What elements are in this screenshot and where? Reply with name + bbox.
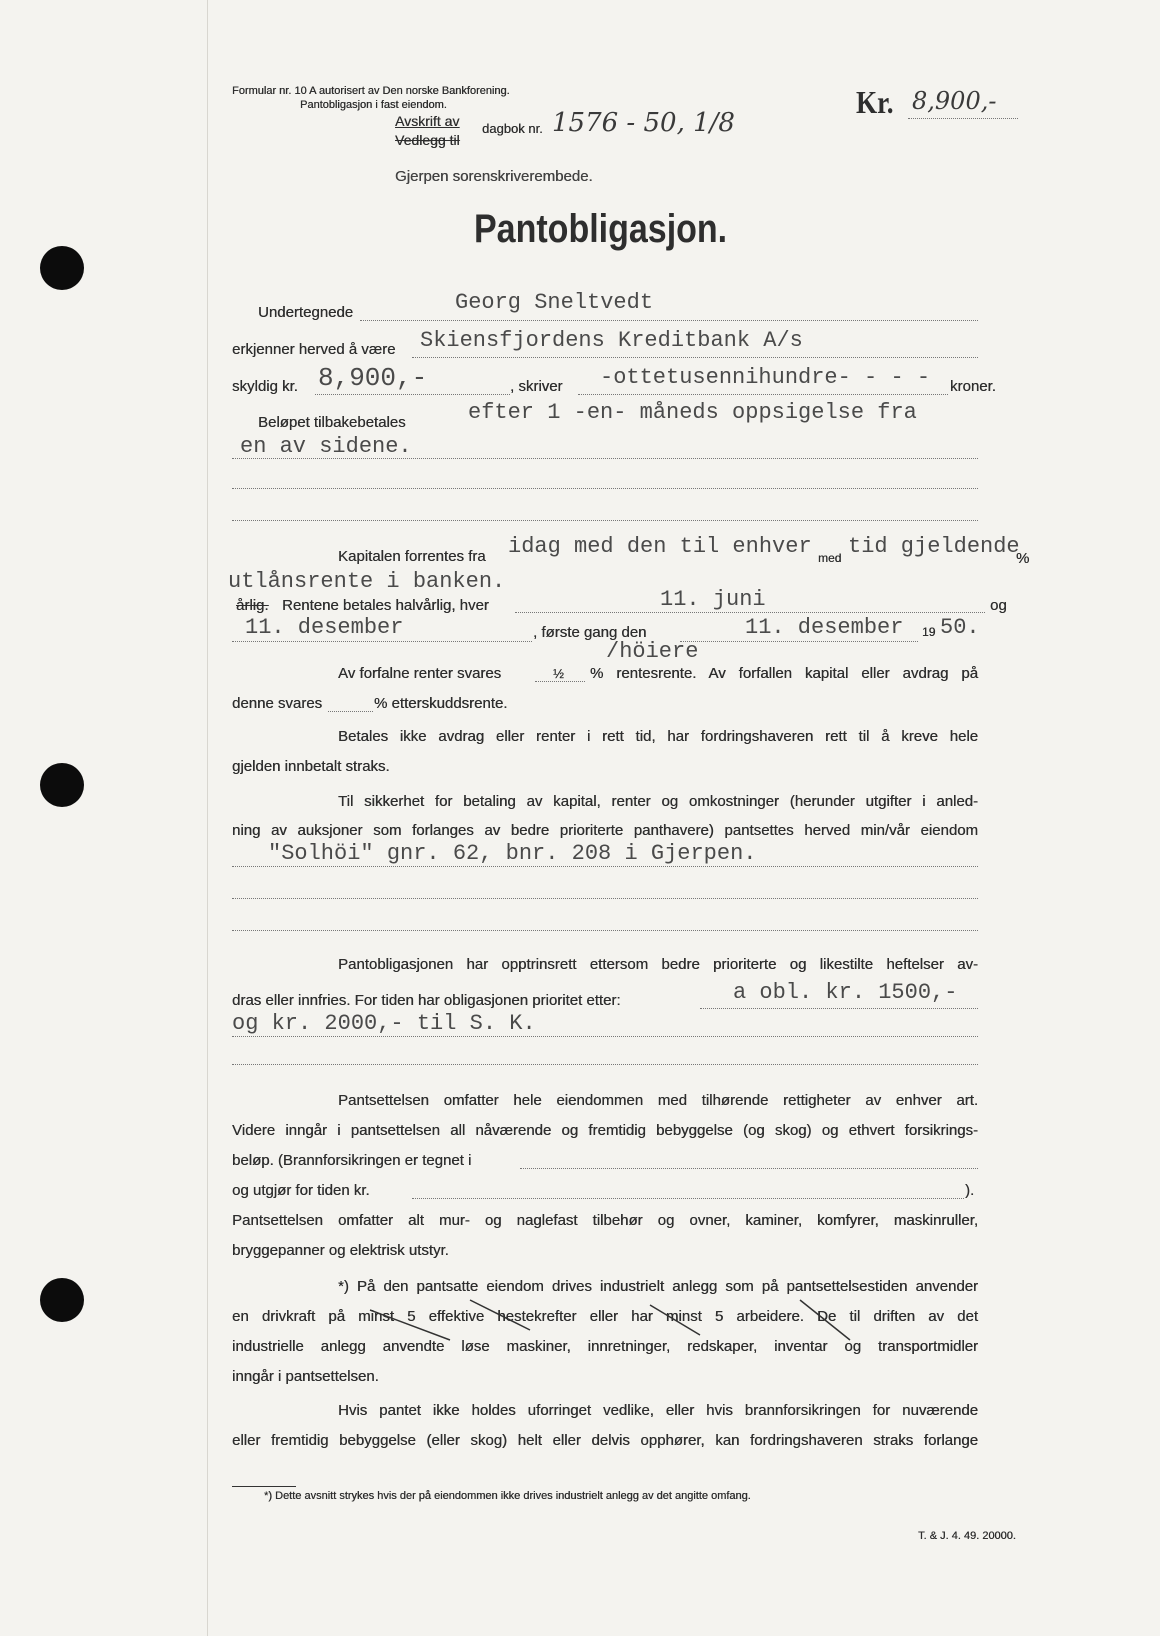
dotted-line xyxy=(360,320,978,321)
strike-marks xyxy=(330,1280,980,1350)
erkjenner-value: Skiensfjordens Kreditbank A/s xyxy=(420,328,803,353)
footnote-rule xyxy=(232,1486,296,1487)
paragraph-line: Pantsettelsen omfatter alt mur- og naglefast tilbehør og ovner, kaminer, komfyrer, maskinruller, xyxy=(232,1212,978,1229)
footnote: *) Dette avsnitt strykes hvis der på eiendommen ikke drives industrielt anlegg av det angitte omfang. xyxy=(264,1490,751,1502)
paragraph-line: gjelden innbetalt straks. xyxy=(232,758,390,775)
dotted-line xyxy=(232,520,978,521)
paragraph-line: Pantsettelsen omfatter hele eiendommen med tilhørende rettigheter av enhver art. xyxy=(338,1092,978,1109)
page-title: Pantobligasjon. xyxy=(474,207,728,251)
paragraph-line: Videre inngår i pantsettelsen all nåværende og fremtidig bebyggelse (og skog) og ethvert forsikrings- xyxy=(232,1122,978,1139)
tilbake-label: Beløpet tilbakebetales xyxy=(258,414,406,431)
dagbok-number: 1576 - 50, 1/8 xyxy=(552,108,735,138)
dotted-line xyxy=(908,118,1018,119)
paragraph-line: Hvis pantet ikke holdes uforringet vedlike, eller hvis brannforsikringen for nuværende xyxy=(338,1402,978,1419)
paragraph-line: og utgjør for tiden kr. xyxy=(232,1182,370,1199)
dotted-line xyxy=(315,394,510,395)
punch-hole xyxy=(40,246,84,290)
dotted-line xyxy=(520,1168,978,1169)
dotted-line xyxy=(232,458,978,459)
kr-amount: 8,900,- xyxy=(912,87,997,115)
paragraph-line: bryggepanner og elektrisk utstyr. xyxy=(232,1242,449,1259)
prioritet-value-2: og kr. 2000,- til S. K. xyxy=(232,1011,536,1036)
paragraph-line: Pantobligasjonen har opptrinsrett ettersom bedre prioriterte og likestilte heftelser av- xyxy=(338,956,978,973)
dotted-line xyxy=(232,488,978,489)
dotted-line xyxy=(700,1008,978,1009)
punch-hole xyxy=(40,763,84,807)
dotted-line xyxy=(232,898,978,899)
forste-label: , første gang den xyxy=(533,624,647,641)
paragraph-line: inngår i pantsettelsen. xyxy=(232,1368,379,1385)
tilbake-value-2: en av sidene. xyxy=(240,434,412,459)
renter-label: Rentene betales halvårlig, hver xyxy=(282,597,489,614)
dotted-line xyxy=(232,641,532,642)
denne-text: denne svares xyxy=(232,695,323,712)
year-prefix: 19 xyxy=(922,625,936,639)
dotted-line xyxy=(412,357,978,358)
stamp-avskrift: Avskrift av xyxy=(395,113,460,129)
dotted-line xyxy=(232,1064,978,1065)
forfalne-text-2: % rentesrente. Av forfallen kapital eller avdrag på xyxy=(590,665,978,682)
dotted-line xyxy=(232,866,978,867)
form-note: Pantobligasjon i fast eiendom. xyxy=(300,99,447,111)
dotted-line xyxy=(680,641,918,642)
undertegnede-value: Georg Sneltvedt xyxy=(455,290,654,315)
kapital-value-3: utlånsrente i banken. xyxy=(228,569,506,594)
tilbake-value: efter 1 -en- måneds oppsigelse fra xyxy=(468,400,917,425)
kapital-value-2: tid gjeldende xyxy=(848,534,1020,559)
dotted-line xyxy=(578,394,948,395)
paragraph-line: en drivkraft på minst 5 effektive hestekrefter eller har minst 5 arbeidere. De til driften av det xyxy=(232,1308,978,1325)
paragraph-line: ning av auksjoner som forlanges av bedre prioriterte panthavere) pantsettes herved min/vår eiendom xyxy=(232,822,978,839)
stamp-vedlegg: Vedlegg til xyxy=(395,132,460,148)
aarlig-struck: årlig. xyxy=(236,597,269,614)
denne-text-2: % etterskuddsrente. xyxy=(374,695,508,712)
kr-label: Kr. xyxy=(856,84,894,120)
paragraph-line: Til sikkerhet for betaling av kapital, renter og omkostninger (herunder utgifter i anled- xyxy=(338,793,978,810)
dotted-line xyxy=(515,612,985,613)
printer-mark: T. & J. 4. 49. 20000. xyxy=(918,1530,1016,1542)
paragraph-line: ). xyxy=(965,1182,975,1199)
skriver-value: -ottetusennihundre- - - - xyxy=(600,365,931,390)
skyldig-label: skyldig kr. xyxy=(232,378,298,395)
forfalne-value: ½ xyxy=(553,666,564,681)
paragraph-line: beløp. (Brannforsikringen er tegnet i xyxy=(232,1152,472,1169)
dotted-line xyxy=(412,1198,964,1199)
hoiere-insert: /höiere xyxy=(606,639,699,664)
skyldig-value: 8,900,- xyxy=(318,363,428,393)
percent-sign: % xyxy=(1016,550,1030,567)
renter-value-1: 11. juni xyxy=(660,587,766,612)
paragraph-line: dras eller innfries. For tiden har obligasjonen prioritet etter: xyxy=(232,992,621,1009)
year-value: 50. xyxy=(940,615,980,640)
margin-line xyxy=(207,0,208,1636)
kapital-label: Kapitalen forrentes fra xyxy=(338,548,486,565)
stamp-dagbok: dagbok nr. xyxy=(482,121,543,136)
kapital-value: idag med den til enhver xyxy=(508,534,812,559)
og-label: og xyxy=(990,597,1007,614)
dotted-line xyxy=(328,711,373,712)
stamp-office: Gjerpen sorenskriverembede. xyxy=(395,168,593,185)
punch-hole xyxy=(40,1278,84,1322)
kapital-med: med xyxy=(818,551,842,565)
forfalne-text: Av forfalne renter svares xyxy=(338,665,502,682)
kroner-label: kroner. xyxy=(950,378,996,395)
paragraph-line: Betales ikke avdrag eller renter i rett tid, har fordringshaveren rett til å kreve hele xyxy=(338,728,978,745)
erkjenner-label: erkjenner herved å være xyxy=(232,341,396,358)
prioritet-value: a obl. kr. 1500,- xyxy=(733,980,958,1005)
undertegnede-label: Undertegnede xyxy=(258,304,354,321)
dotted-line xyxy=(232,930,978,931)
paragraph-line: *) På den pantsatte eiendom drives industrielt anlegg som på pantsettelsestiden anvender xyxy=(338,1278,978,1295)
skriver-label: , skriver xyxy=(510,378,563,395)
eiendom-value: "Solhöi" gnr. 62, bnr. 208 i Gjerpen. xyxy=(268,841,757,866)
forste-value: 11. desember xyxy=(745,615,904,640)
form-note: Formular nr. 10 A autorisert av Den norske Bankforening. xyxy=(232,85,510,97)
paragraph-line: eller fremtidig bebyggelse (eller skog) helt eller delvis opphører, kan fordringshaveren straks forlange xyxy=(232,1432,978,1449)
paragraph-line: industrielle anlegg anvendte løse maskiner, innretninger, redskaper, inventar og transportmidler xyxy=(232,1338,978,1355)
renter-value-2: 11. desember xyxy=(245,615,404,640)
dotted-line xyxy=(232,1036,978,1037)
